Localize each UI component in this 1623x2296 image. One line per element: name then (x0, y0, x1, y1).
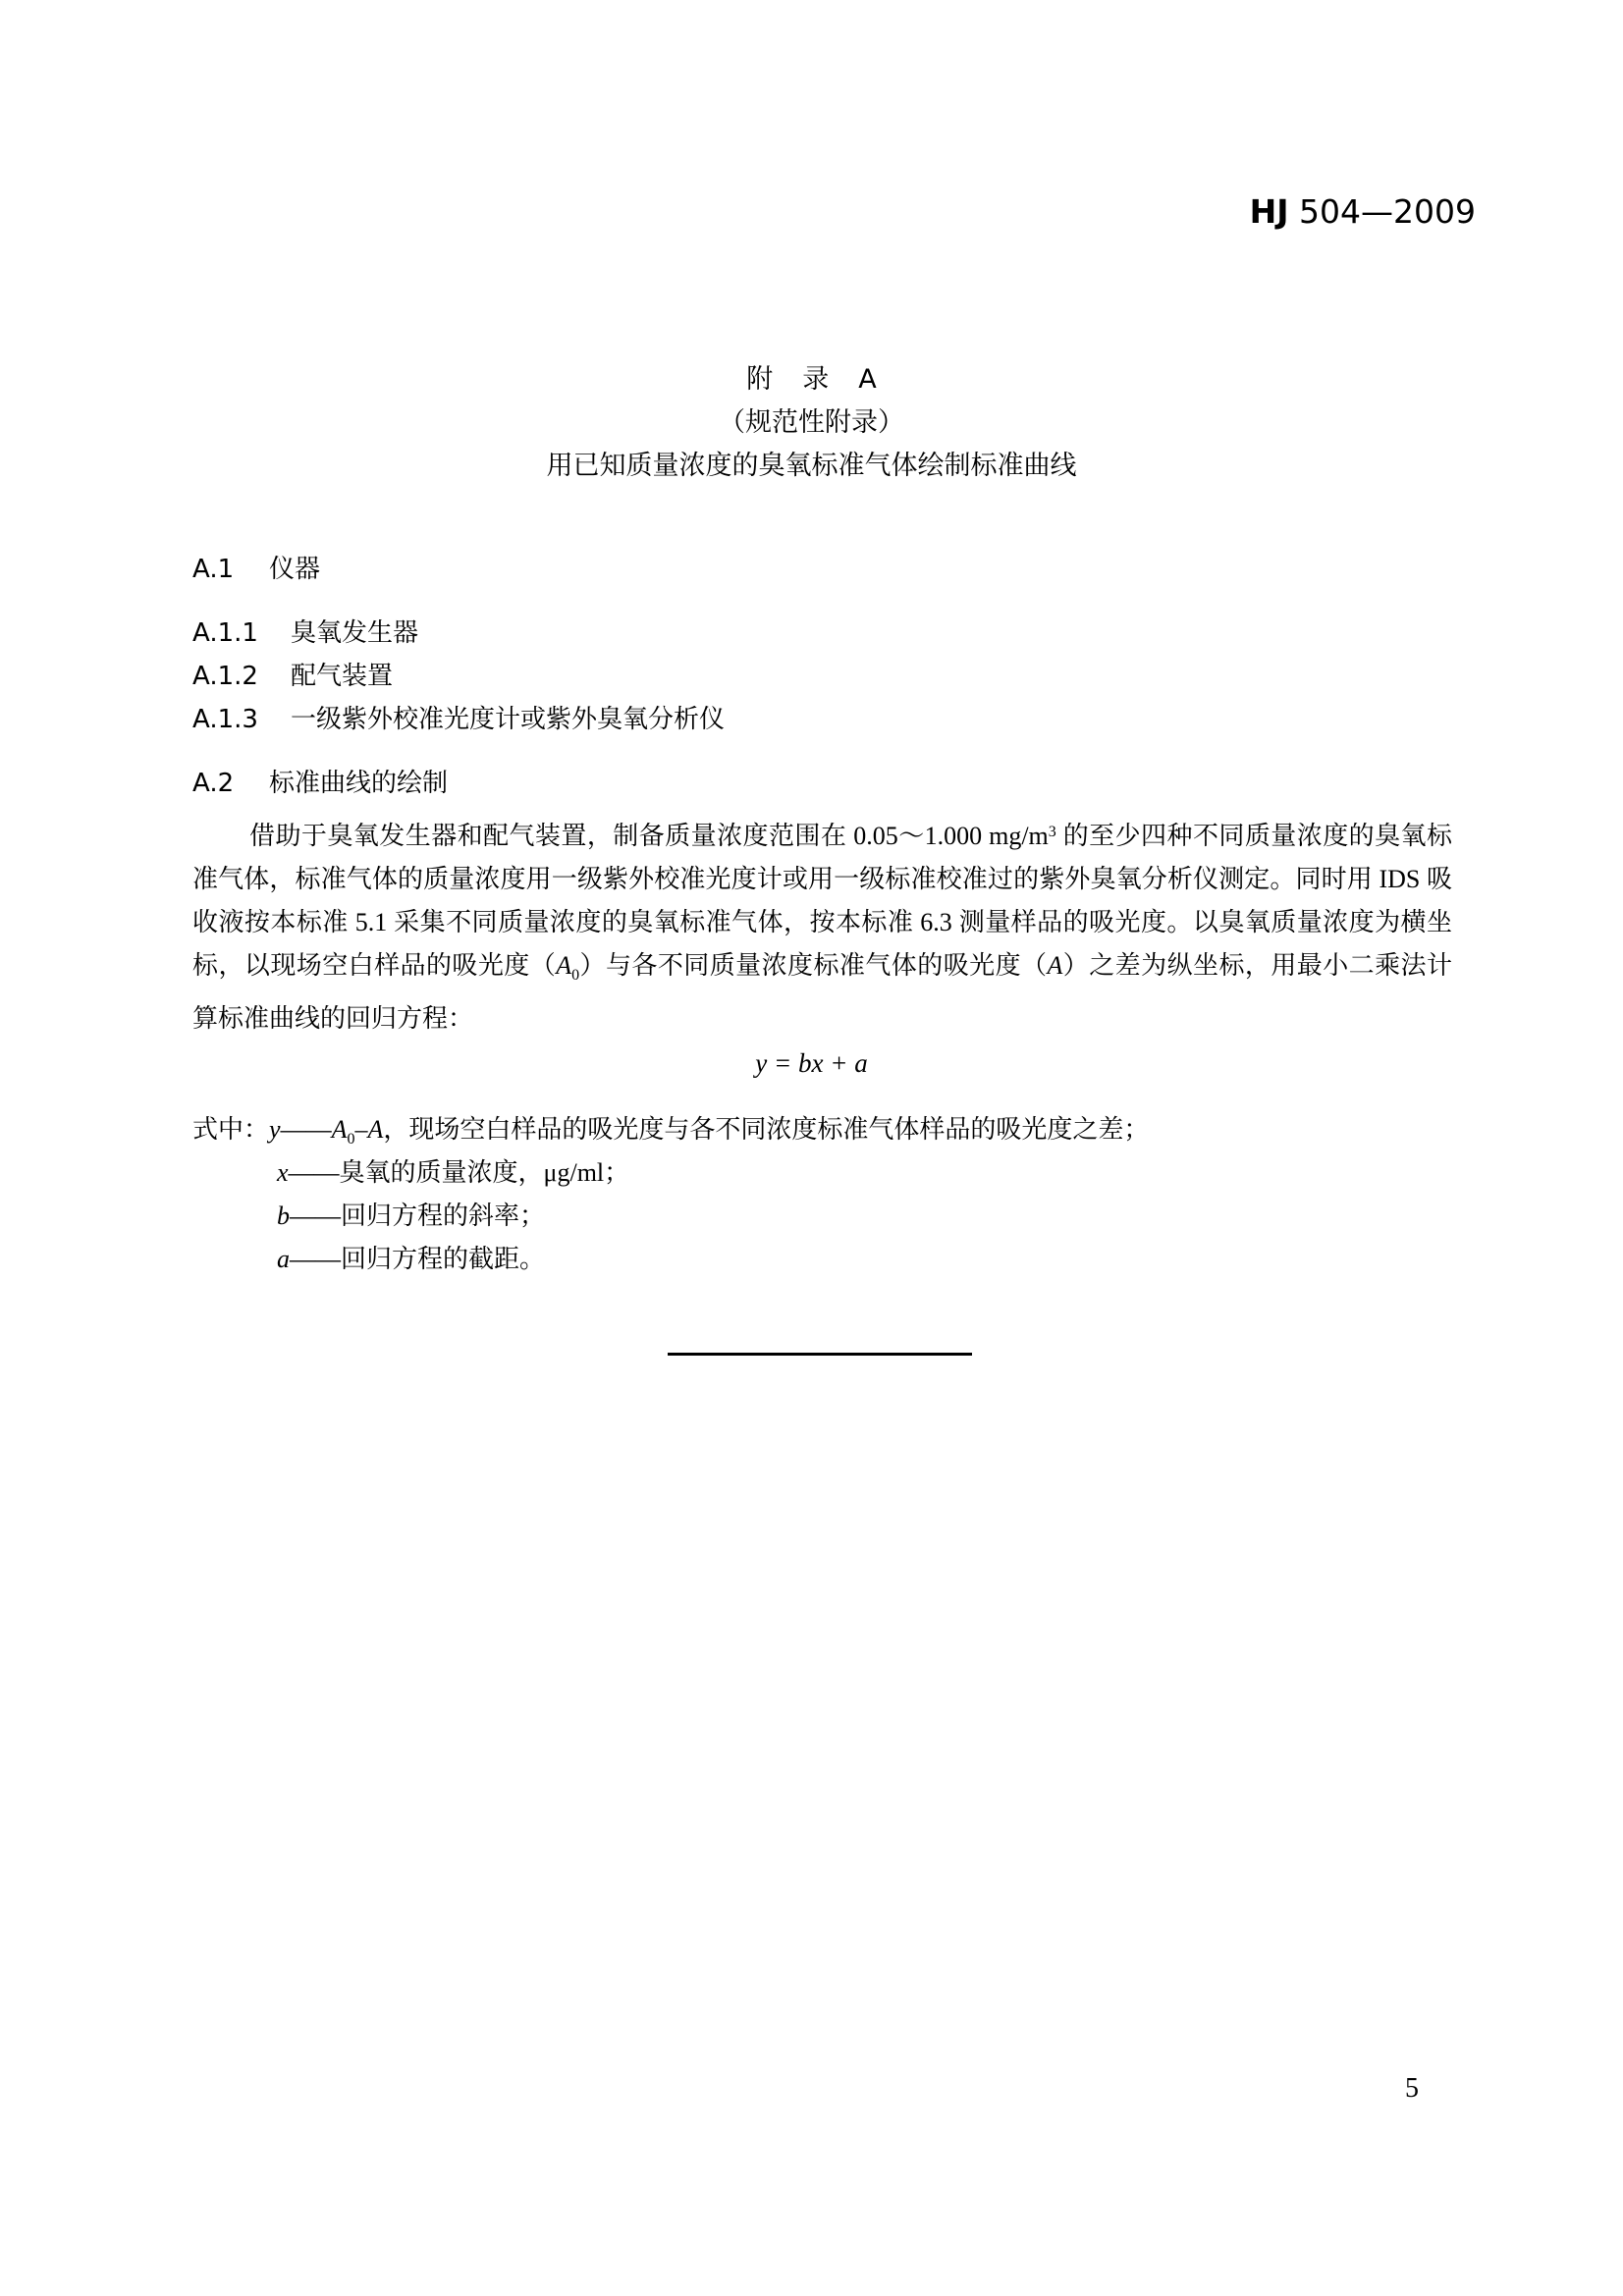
dash: —— (280, 1115, 332, 1144)
superscript: 3 (1048, 824, 1056, 840)
variable: x (277, 1158, 289, 1187)
paragraph-text: ）与各不同质量浓度标准气体的吸光度（ (579, 951, 1048, 980)
document-code-number: 504—2009 (1288, 192, 1476, 231)
appendix-title: 附录A (746, 364, 906, 395)
variable: b (277, 1201, 290, 1230)
variable: A (556, 951, 572, 980)
item-number: A.1.2 (192, 662, 258, 691)
section-number: A.2 (192, 769, 235, 798)
item-text: 一级紫外校准光度计或紫外臭氧分析仪 (291, 705, 726, 734)
appendix-heading: 用已知质量浓度的臭氧标准气体绘制标准曲线 (546, 451, 1077, 481)
section-heading-a1 (192, 549, 320, 585)
variable: A (367, 1115, 384, 1144)
document-code (1250, 192, 1476, 231)
regression-formula: y = bx + a (755, 1048, 868, 1078)
item-text: 配气装置 (291, 662, 394, 691)
definition-text: ——臭氧的质量浓度，μg/ml； (288, 1158, 630, 1187)
variable: A (331, 1115, 348, 1144)
item-number: A.1.3 (192, 705, 258, 734)
paragraph-text: 的至少四种不同质量浓度的臭氧标准气体，标准气体的质量浓度用一级紫外校准光度计或用一级标准校准过的紫外臭氧分析仪测定。同时用 IDS 吸收液按本标准 5.1 采集不同质量浓度的臭氧标准气体，按本标准 6.3 测量样品的吸光度。以臭氧质量浓度为横坐标，以现场空白样品的吸光度（ (192, 822, 1452, 980)
item-number: A.1.1 (192, 618, 258, 648)
subscript: 0 (571, 967, 580, 985)
variable: A (1047, 951, 1063, 980)
definition-y (192, 1113, 1149, 1156)
definition-text: ——回归方程的斜率； (290, 1201, 546, 1230)
page-number: 5 (1405, 2073, 1419, 2104)
definition-lead: 式中： (192, 1115, 270, 1144)
definition-x (277, 1156, 629, 1190)
item-text: 臭氧发生器 (291, 618, 419, 648)
section-heading-a2 (192, 763, 448, 799)
list-item (192, 656, 393, 692)
variable: a (277, 1245, 290, 1273)
subscript: 0 (347, 1131, 355, 1148)
end-rule (668, 1353, 972, 1356)
body-paragraph (192, 815, 1452, 1041)
definition-a (277, 1243, 545, 1276)
minus: – (354, 1115, 368, 1144)
paragraph-text: ）之差为纵坐标，用最小二乘法计算标准曲线的回归方程： (192, 951, 1452, 1034)
variable: y (269, 1115, 281, 1144)
definition-text: ——回归方程的截距。 (290, 1245, 546, 1273)
list-item (192, 613, 418, 649)
section-title: 仪器 (269, 555, 321, 584)
section-number: A.1 (192, 555, 235, 584)
appendix-subtitle: （规范性附录） (719, 407, 904, 438)
document-code-prefix: HJ (1249, 192, 1289, 231)
section-title: 标准曲线的绘制 (269, 769, 449, 798)
list-item (192, 699, 725, 735)
definition-text: ，现场空白样品的吸光度与各不同浓度标准气体样品的吸光度之差； (383, 1115, 1150, 1144)
definition-b (277, 1200, 545, 1233)
paragraph-text: 借助于臭氧发生器和配气装置，制备质量浓度范围在 0.05～1.000 mg/m (249, 822, 1049, 850)
